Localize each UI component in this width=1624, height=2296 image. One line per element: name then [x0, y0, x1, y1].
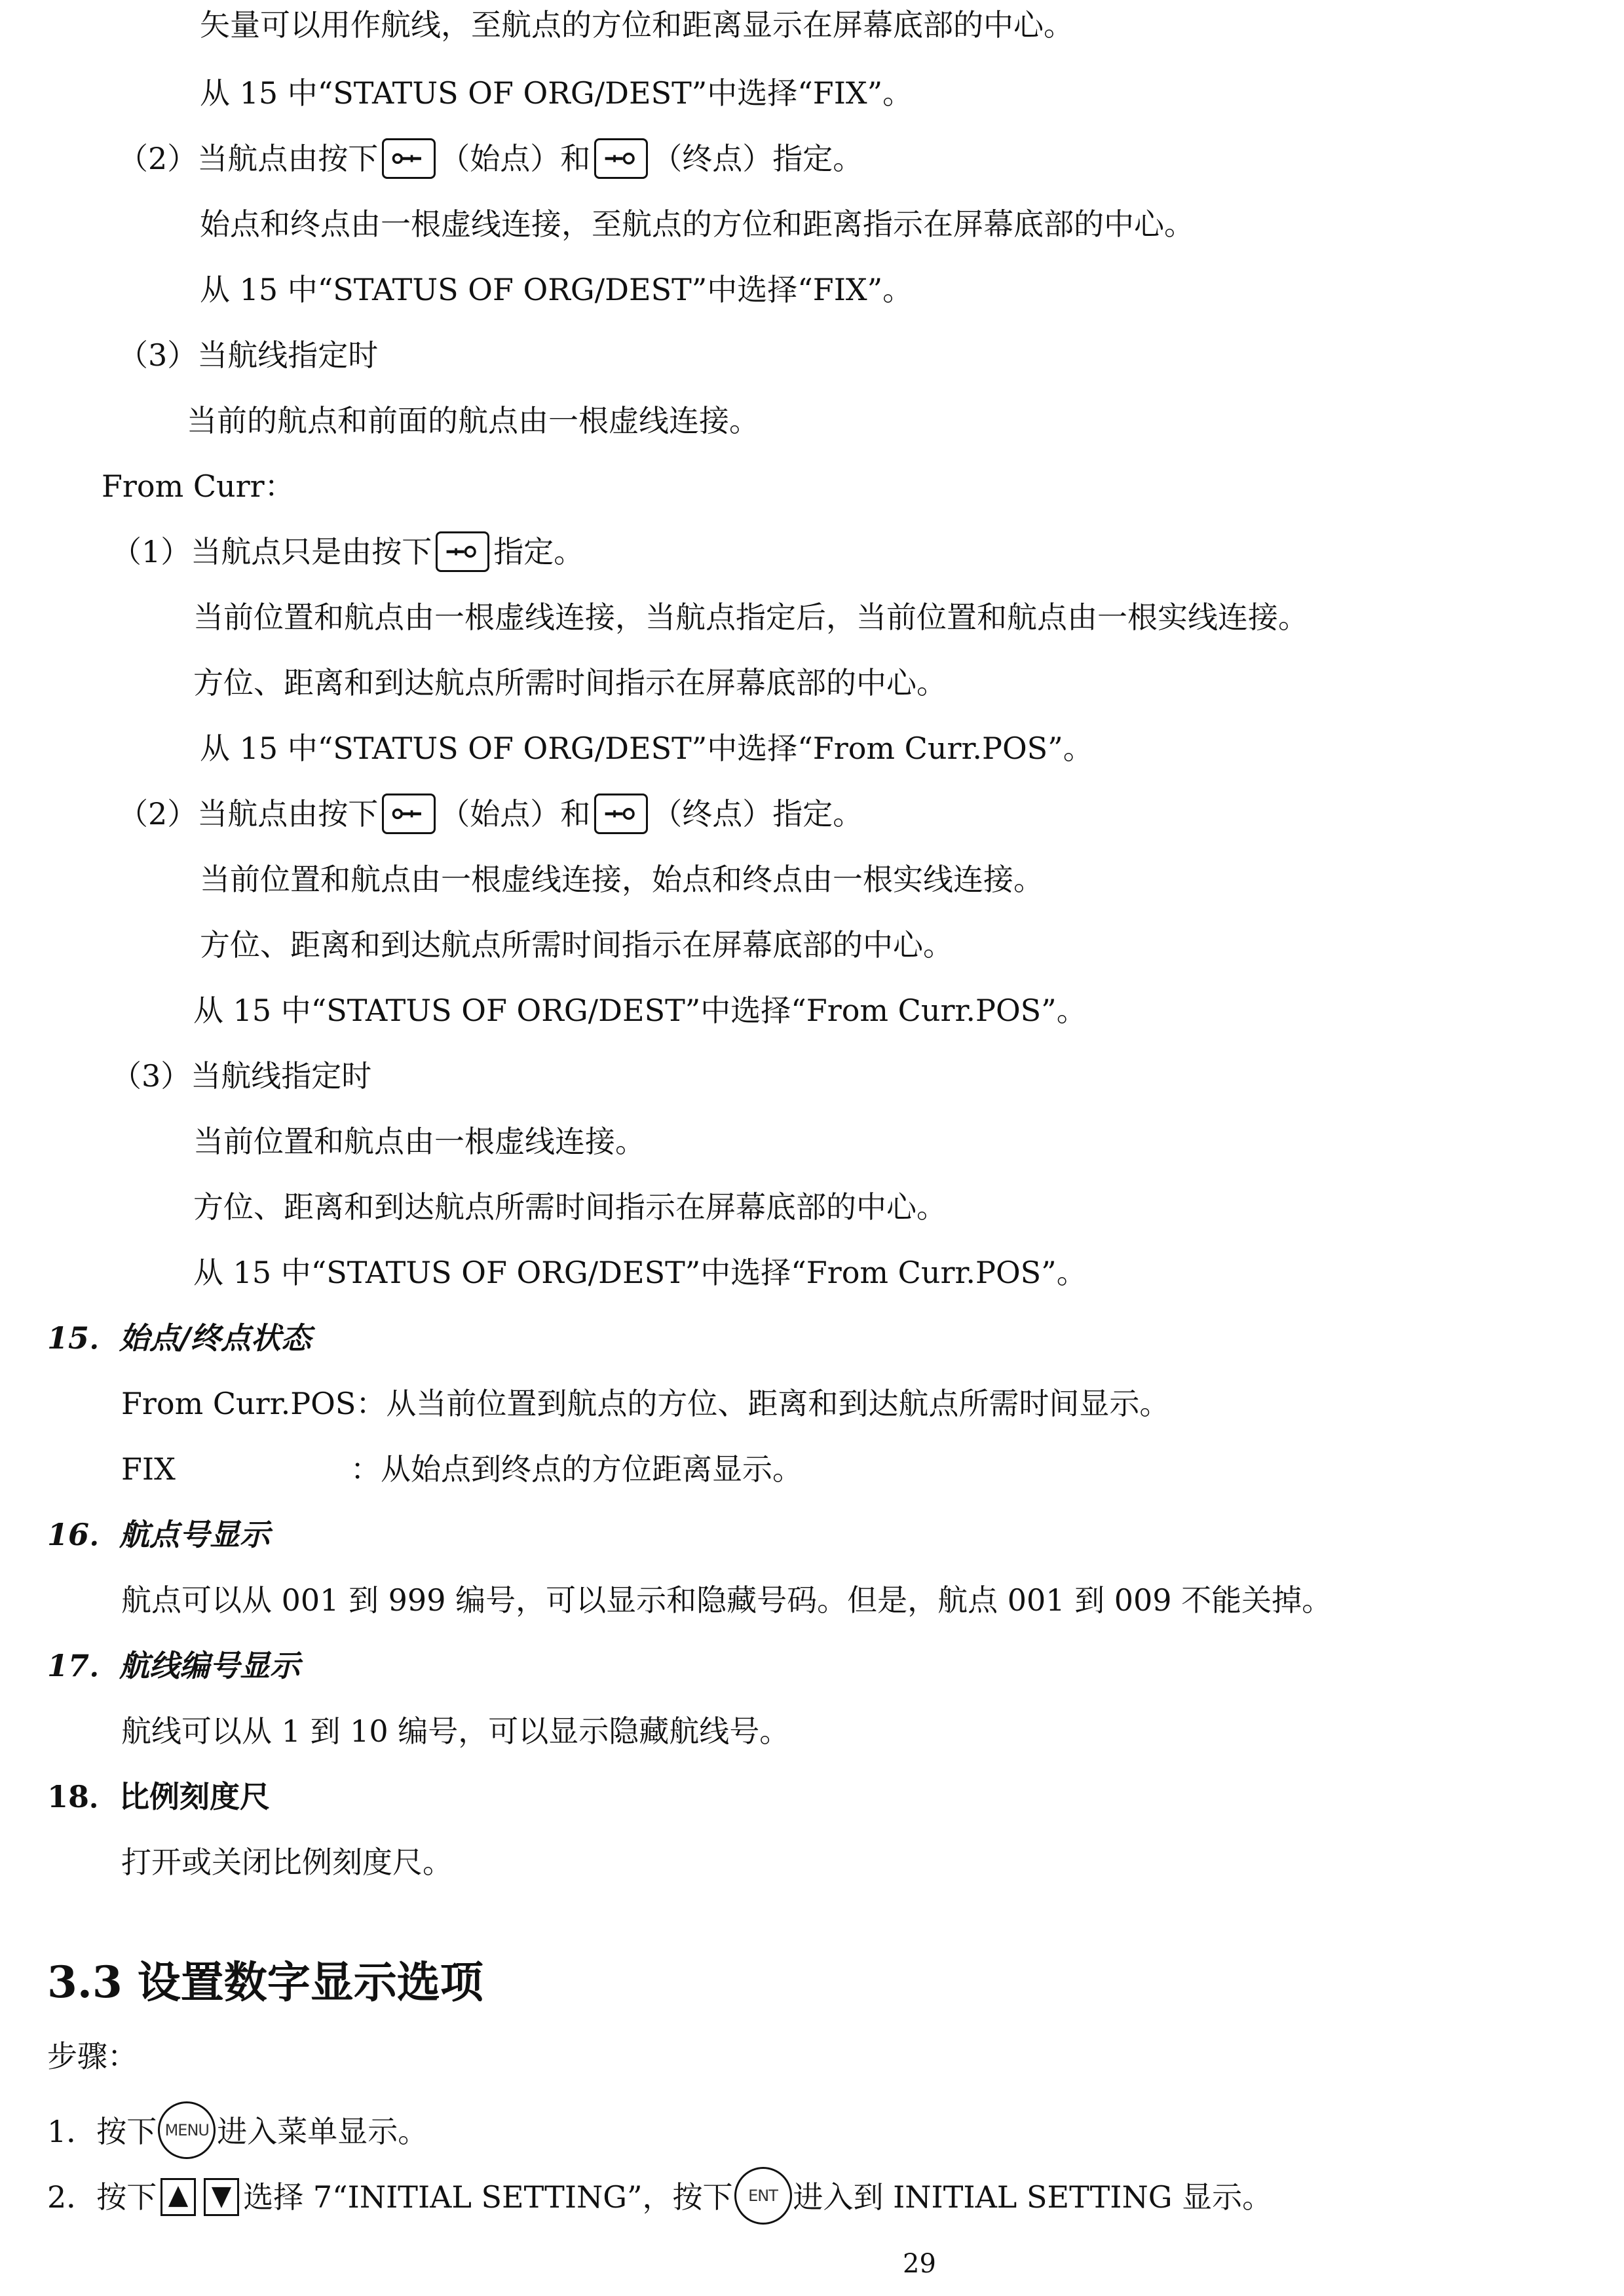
- up-arrow-key-icon: [161, 2178, 196, 2216]
- text-line: 方位、距离和到达航点所需时间指示在屏幕底部的中心。: [200, 927, 953, 963]
- text-span: （2）当航点由按下: [118, 796, 379, 832]
- text-line: 当前位置和航点由一根虚线连接，始点和终点由一根实线连接。: [200, 862, 1044, 897]
- section-heading: 3.3 设置数字显示选项: [47, 1957, 483, 2008]
- text-span: （始点）和: [440, 141, 591, 176]
- text-line: [47, 2168, 1272, 2227]
- text-span: 1．按下: [47, 2114, 157, 2149]
- text-span: （始点）和: [440, 796, 591, 832]
- text-line: [118, 139, 863, 178]
- text-line: 航点可以从 001 到 999 编号，可以显示和隐藏号码。但是，航点 001 到 009 不能关掉。: [121, 1582, 1332, 1618]
- text-span: （2）当航点由按下: [118, 141, 379, 176]
- text-line: 方位、距离和到达航点所需时间指示在屏幕底部的中心。: [193, 665, 947, 700]
- text-line: 从 15 中“STATUS OF ORG/DEST”中选择“From Curr.POS”。: [193, 993, 1087, 1028]
- text-line: 从 15 中“STATUS OF ORG/DEST”中选择“From Curr.POS”。: [200, 731, 1093, 766]
- text-span: （终点）指定。: [652, 796, 863, 832]
- origin-key-icon: [382, 794, 436, 834]
- text-line: 始点和终点由一根虚线连接，至航点的方位和距离指示在屏幕底部的中心。: [200, 206, 1194, 242]
- text-line: 步骤：: [47, 2038, 138, 2074]
- text-line: 方位、距离和到达航点所需时间指示在屏幕底部的中心。: [193, 1189, 947, 1225]
- text-line: 当前位置和航点由一根虚线连接，当航点指定后，当前位置和航点由一根实线连接。: [193, 600, 1308, 635]
- text-span: ：从始点到终点的方位距离显示。: [350, 1451, 803, 1487]
- menu-key-icon: MENU: [158, 2101, 216, 2159]
- item-heading: 18．比例刻度尺: [47, 1779, 271, 1814]
- text-line: [121, 1449, 803, 1489]
- item-heading: 17．航线编号显示: [47, 1648, 301, 1683]
- text-line: （3）当航线指定时: [111, 1058, 372, 1094]
- text-line: 从 15 中“STATUS OF ORG/DEST”中选择“FIX”。: [200, 272, 913, 307]
- destination-key-icon: [594, 138, 648, 179]
- text-line: 打开或关闭比例刻度尺。: [121, 1845, 453, 1880]
- text-line: （3）当航线指定时: [118, 337, 379, 373]
- page-number: 29: [903, 2249, 936, 2279]
- text-line: [111, 532, 584, 571]
- text-span: （1）当航点只是由按下: [111, 534, 432, 569]
- text-span: 进入菜单显示。: [217, 2114, 428, 2149]
- destination-key-icon: [436, 531, 489, 572]
- item-heading: 16．航点号显示: [47, 1517, 271, 1552]
- text-line: 当前位置和航点由一根虚线连接。: [193, 1124, 645, 1159]
- text-line: 当前的航点和前面的航点由一根虚线连接。: [187, 403, 759, 438]
- text-span: 2．按下: [47, 2179, 157, 2215]
- ent-key-icon: ENT: [734, 2167, 792, 2225]
- down-arrow-key-icon: [204, 2178, 239, 2216]
- origin-key-icon: [382, 138, 436, 179]
- text-span: FIX: [121, 1451, 176, 1487]
- text-span: 进入到 INITIAL SETTING 显示。: [793, 2179, 1273, 2215]
- text-line: 航线可以从 1 到 10 编号，可以显示隐藏航线号。: [121, 1713, 790, 1749]
- text-span: （终点）指定。: [652, 141, 863, 176]
- destination-key-icon: [594, 794, 648, 834]
- text-line: 矢量可以用作航线，至航点的方位和距离显示在屏幕底部的中心。: [200, 7, 1074, 43]
- text-line: 从 15 中“STATUS OF ORG/DEST”中选择“From Curr.POS”。: [193, 1255, 1087, 1290]
- text-line: 从 15 中“STATUS OF ORG/DEST”中选择“FIX”。: [200, 75, 913, 111]
- text-span: 选择 7“INITIAL SETTING”，按下: [243, 2179, 733, 2215]
- text-line: From Curr：: [102, 469, 295, 504]
- text-line: From Curr.POS：从当前位置到航点的方位、距离和到达航点所需时间显示。: [121, 1386, 1170, 1421]
- text-line: [118, 794, 863, 833]
- text-line: [47, 2102, 428, 2161]
- item-heading: 15．始点/终点状态: [47, 1320, 311, 1356]
- text-span: 指定。: [493, 534, 584, 569]
